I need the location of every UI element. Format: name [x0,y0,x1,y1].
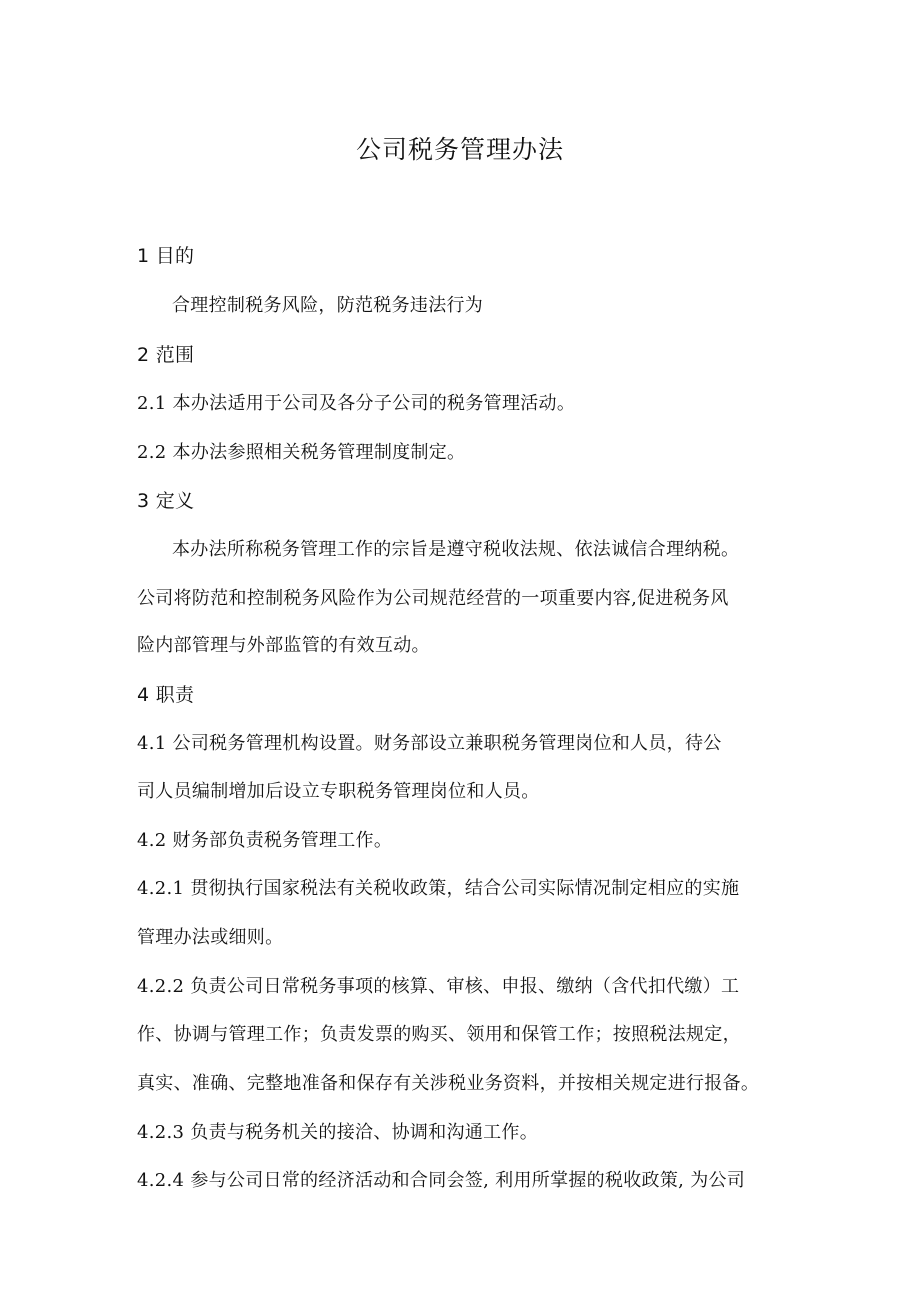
paragraph-line: 真实、准确、完整地准备和保存有关涉税业务资料，并按相关规定进行报备。 [137,1073,760,1094]
section-heading-purpose: 1 目的 [137,245,195,267]
paragraph-line: 4.2.2 负责公司日常税务事项的核算、审核、申报、缴纳（含代扣代缴）工 [137,976,740,997]
paragraph-line: 险内部管理与外部监管的有效互动。 [137,635,430,656]
paragraph-line: 4.2.4 参与公司日常的经济活动和合同会签, 利用所掌握的税收政策, 为公司 [137,1170,746,1191]
paragraph-line: 4.2.1 贯彻执行国家税法有关税收政策，结合公司实际情况制定相应的实施 [137,878,740,899]
paragraph-line: 合理控制税务风险，防范税务违法行为 [172,295,484,316]
section-heading-scope: 2 范围 [137,344,195,366]
paragraph-line: 4.2.3 负责与税务机关的接洽、协调和沟通工作。 [137,1122,539,1143]
section-heading-definition: 3 定义 [137,490,195,512]
paragraph-line: 2.1 本办法适用于公司及各分子公司的税务管理活动。 [137,393,576,414]
section-heading-duties: 4 职责 [137,684,195,706]
paragraph-line: 4.1 公司税务管理机构设置。财务部设立兼职税务管理岗位和人员，待公 [137,733,722,754]
paragraph-line: 司人员编制增加后设立专职税务管理岗位和人员。 [137,781,540,802]
paragraph-line: 2.2 本办法参照相关税务管理制度制定。 [137,442,466,463]
paragraph-line: 本办法所称税务管理工作的宗旨是遵守税收法规、依法诚信合理纳税。 [172,539,740,560]
paragraph-line: 作、协调与管理工作；负责发票的购买、领用和保管工作；按照税法规定， [137,1024,741,1045]
paragraph-line: 管理办法或细则。 [137,927,284,948]
document-title: 公司税务管理办法 [355,135,564,164]
paragraph-line: 4.2 财务部负责税务管理工作。 [137,830,393,851]
paragraph-line: 公司将防范和控制税务风险作为公司规范经营的一项重要内容,促进税务风 [137,588,729,609]
